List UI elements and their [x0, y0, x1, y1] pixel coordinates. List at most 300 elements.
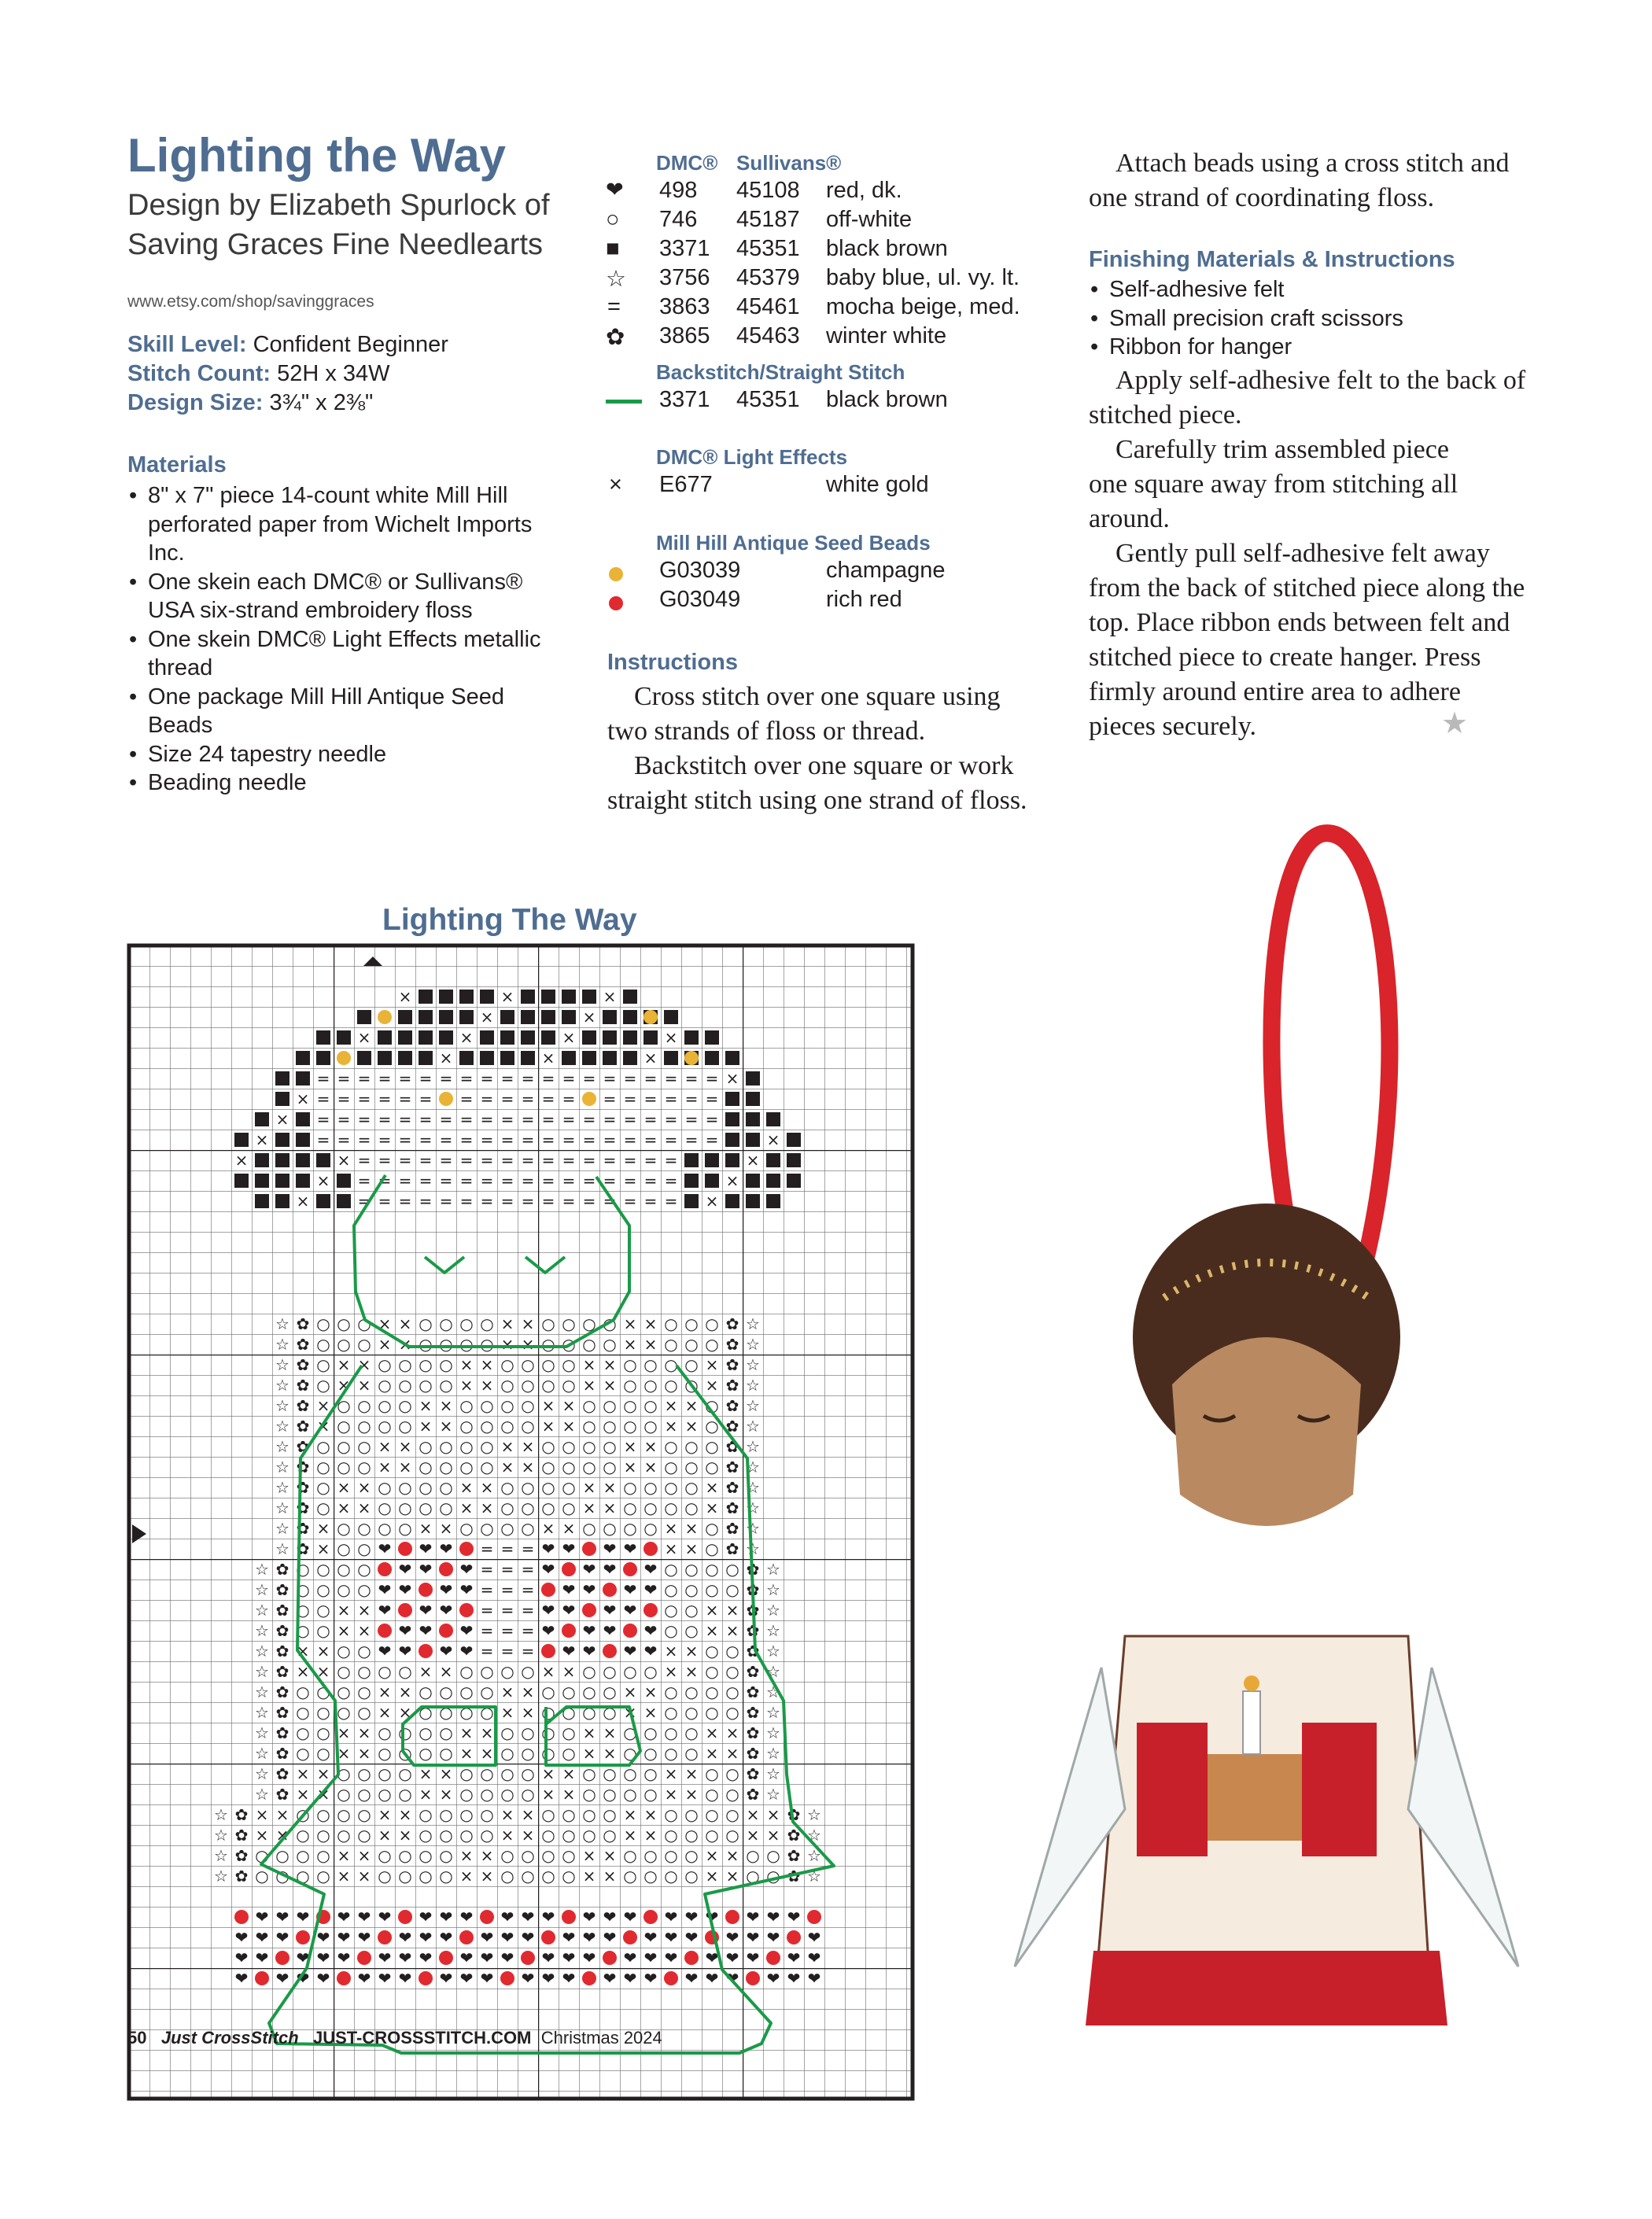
stitch-cell: ❤ [684, 1908, 699, 1926]
stitch-cell: = [623, 1192, 637, 1211]
stitch-cell: ○ [378, 1662, 392, 1681]
stitch-cell: ○ [378, 1723, 392, 1742]
stitch-cell: ○ [316, 1560, 330, 1579]
stitch-cell: × [582, 1376, 596, 1395]
stitch-cell: ○ [684, 1355, 699, 1374]
stitch-cell: × [582, 1355, 596, 1374]
stitch-cell: = [603, 1069, 617, 1088]
stitch-cell: ❤ [603, 1969, 617, 1988]
stitch-cell: ✿ [296, 1355, 310, 1374]
stitch-cell: ○ [419, 1805, 433, 1824]
stitch-cell: ○ [705, 1437, 719, 1456]
stitch-cell: ○ [705, 1683, 719, 1701]
bead-name: rich red [826, 587, 902, 612]
stitch-cell [623, 1624, 637, 1638]
stitch-cell: ❤ [357, 1969, 371, 1988]
list-item: • One package Mill Hill Antique Seed Beads [127, 683, 568, 740]
stitch-cell: = [684, 1089, 699, 1108]
stitch-cell: ○ [378, 1478, 392, 1497]
stitch-cell: × [500, 987, 514, 1006]
stitch-cell: × [562, 1417, 576, 1436]
stitch-cell: × [705, 1478, 719, 1497]
stitch-cell: = [623, 1089, 637, 1108]
stitch-cell: ○ [500, 1662, 514, 1681]
stitch-cell: ❤ [787, 1969, 801, 1988]
stitch-cell: ○ [562, 1867, 576, 1885]
stitch-cell: ○ [521, 1662, 535, 1681]
stitch-cell [316, 1051, 330, 1065]
stitch-cell [459, 1051, 474, 1065]
stitch-cell: × [357, 1355, 371, 1374]
stitch-cell: ❤ [398, 1580, 412, 1599]
stitch-cell: ☆ [255, 1785, 269, 1804]
stitch-cell: ○ [337, 1826, 351, 1845]
list-item: • One skein DMC® Light Effects metallic thread [127, 625, 568, 683]
stitch-cell: = [562, 1171, 576, 1190]
stitch-cell: × [705, 1723, 719, 1742]
stitch-cell: ✿ [296, 1458, 310, 1476]
stitch-cell: × [746, 1805, 760, 1824]
stitch-cell [562, 1910, 576, 1924]
stitch-cell: ❤ [787, 1908, 801, 1926]
stitch-cell: ○ [316, 1805, 330, 1824]
stitch-cell: ○ [439, 1478, 453, 1497]
stitch-cell: ○ [459, 1785, 474, 1804]
stitch-cell: ○ [684, 1498, 699, 1517]
stitch-cell: ○ [562, 1846, 576, 1865]
stitch-cell: × [459, 1723, 474, 1742]
stitch-cell [746, 1092, 760, 1106]
stitch-cell: = [419, 1110, 433, 1129]
stitch-cell: ✿ [725, 1498, 739, 1517]
stitch-cell: ○ [337, 1703, 351, 1722]
stitch-cell [316, 1194, 330, 1208]
stitch-cell: ❤ [419, 1621, 433, 1640]
stitch-cell: = [316, 1089, 330, 1108]
stitch-cell: ☆ [766, 1723, 780, 1742]
finishing-text [1089, 363, 1529, 744]
stitch-cell: ☆ [255, 1764, 269, 1783]
stitch-cell: ○ [705, 1642, 719, 1661]
stitch-cell: × [439, 1417, 453, 1436]
stitch-cell: ○ [316, 1601, 330, 1620]
stitch-cell: ○ [705, 1396, 719, 1415]
stitch-cell: = [521, 1580, 535, 1599]
stitch-cell: × [357, 1601, 371, 1620]
stitch-cell: ○ [684, 1560, 699, 1579]
stitch-cell: ○ [439, 1683, 453, 1701]
stitch-cell [439, 1624, 453, 1638]
stitch-cell: ○ [562, 1805, 576, 1824]
stitch-cell: ○ [664, 1560, 678, 1579]
stitch-cell: ○ [459, 1805, 474, 1824]
stitch-cell: × [766, 1130, 780, 1149]
bead-code: G03039 [659, 558, 741, 583]
stitch-cell: = [357, 1069, 371, 1088]
stitch-cell: ○ [439, 1805, 453, 1824]
stitch-cell: ○ [725, 1785, 739, 1804]
stitch-cell: = [459, 1069, 474, 1088]
stitch-cell: = [521, 1171, 535, 1190]
stitch-cell: ❤ [316, 1948, 330, 1967]
stitch-cell: ○ [603, 1662, 617, 1681]
stitch-cell: = [541, 1130, 555, 1149]
stitch-cell: ○ [521, 1376, 535, 1395]
stitch-cell: × [603, 1376, 617, 1395]
finishing-heading: Finishing Materials & Instructions [1089, 247, 1455, 272]
stitch-cell [337, 1051, 351, 1065]
stitch-cell: ❤ [807, 1928, 821, 1947]
gold-bead-icon [609, 567, 623, 581]
stitch-cell: × [684, 1662, 699, 1681]
stitch-cell [480, 1051, 494, 1065]
stitch-cell [378, 1930, 392, 1944]
stitch-cell: ❤ [664, 1928, 678, 1947]
sullivans-code: 45463 [736, 323, 800, 348]
color-name: black brown [826, 387, 948, 412]
face [1172, 1337, 1361, 1526]
stitch-cell: ☆ [746, 1478, 760, 1497]
stitch-cell: ❤ [623, 1908, 637, 1926]
stitch-cell: ❤ [480, 1948, 494, 1967]
stitch-cell: × [766, 1826, 780, 1845]
stitch-cell: ✿ [787, 1805, 801, 1824]
stitch-cell [787, 1133, 801, 1147]
stitch-cell: = [378, 1130, 392, 1149]
stitch-cell: × [766, 1805, 780, 1824]
stitch-cell: ❤ [562, 1601, 576, 1620]
stitch-cell: ❤ [275, 1928, 289, 1947]
stitch-cell: × [746, 1826, 760, 1845]
stitch-cell: ❤ [378, 1948, 392, 1967]
stitch-cell: ❤ [684, 1928, 699, 1947]
stitch-cell: × [419, 1396, 433, 1415]
ornament-photo [968, 787, 1573, 2061]
stitch-cell [316, 1030, 330, 1045]
stitch-cell: ○ [357, 1662, 371, 1681]
stitch-cell: ○ [459, 1458, 474, 1476]
stitch-cell: ☆ [275, 1417, 289, 1436]
stitch-cell: = [378, 1192, 392, 1211]
stitch-cell: = [705, 1069, 719, 1088]
stitch-cell: ○ [521, 1723, 535, 1742]
stitch-cell: = [378, 1089, 392, 1108]
stitch-cell: ○ [643, 1417, 658, 1436]
stitch-cell: ○ [623, 1417, 637, 1436]
stitch-cell: × [296, 1192, 310, 1211]
stitch-cell: × [705, 1744, 719, 1763]
stitch-cell: ○ [766, 1867, 780, 1885]
stitch-cell: = [480, 1601, 494, 1620]
stitch-cell: = [439, 1110, 453, 1129]
stitch-cell [623, 1010, 637, 1024]
stitch-cell: ○ [459, 1703, 474, 1722]
stitch-cell: ○ [459, 1826, 474, 1845]
stitch-cell: ○ [643, 1396, 658, 1415]
stitch-cell: × [419, 1764, 433, 1783]
stitch-cell: ❤ [439, 1601, 453, 1620]
stitch-cell [500, 1971, 514, 1985]
stitch-cell [255, 1174, 269, 1188]
robe-hem [1086, 1951, 1447, 2025]
stitch-cell: ○ [705, 1826, 719, 1845]
stitch-cell: ○ [357, 1396, 371, 1415]
stitch-cell: ✿ [296, 1437, 310, 1456]
stitch-cell: ✿ [275, 1601, 289, 1620]
magazine-name: Just CrossStitch [160, 2028, 299, 2048]
stitch-cell [419, 1010, 433, 1024]
stitch-cell: ○ [705, 1662, 719, 1681]
stitch-cell: ○ [725, 1826, 739, 1845]
stitch-cell: × [378, 1437, 392, 1456]
stitch-cell: ○ [541, 1867, 555, 1885]
green-line-icon [606, 400, 642, 404]
stitch-cell: ✿ [725, 1376, 739, 1395]
stitch-cell: × [337, 1867, 351, 1885]
stitch-cell: = [500, 1089, 514, 1108]
stitch-cell: ○ [357, 1580, 371, 1599]
stitch-cell: ❤ [603, 1621, 617, 1640]
stitch-cell: = [439, 1151, 453, 1170]
stitch-cell: × [296, 1785, 310, 1804]
stitch-cell [541, 1030, 555, 1045]
stitch-cell: = [398, 1069, 412, 1088]
stitch-cell: ☆ [255, 1703, 269, 1722]
stitch-cell [766, 1951, 780, 1965]
stitch-cell: ○ [419, 1867, 433, 1885]
stitch-cell: ❤ [582, 1580, 596, 1599]
website[interactable]: JUST-CROSSSTITCH.COM [313, 2028, 532, 2048]
stitch-cell: ○ [705, 1314, 719, 1333]
stitch-cell: ✿ [725, 1437, 739, 1456]
stitch-cell: ✿ [746, 1662, 760, 1681]
stitch-cell: ○ [296, 1805, 310, 1824]
stitch-cell: ○ [705, 1703, 719, 1722]
stitch-cell: ○ [316, 1458, 330, 1476]
stitch-cell: ○ [562, 1314, 576, 1333]
stitch-cell: ❤ [766, 1969, 780, 1988]
stitch-cell [275, 1153, 289, 1167]
stitch-cell: ○ [500, 1744, 514, 1763]
stitch-cell: × [459, 1846, 474, 1865]
stitch-cell: ○ [419, 1335, 433, 1354]
stitch-cell: ○ [725, 1560, 739, 1579]
stitch-cell: ❤ [541, 1601, 555, 1620]
stitch-cell: ❤ [459, 1969, 474, 1988]
stitch-cell: × [255, 1826, 269, 1845]
key-head-sullivans: Sullivans® [736, 151, 842, 175]
stitch-cell: × [378, 1805, 392, 1824]
stitch-cell: = [500, 1110, 514, 1129]
stitch-cell: = [684, 1130, 699, 1149]
stitch-cell: = [643, 1171, 658, 1190]
stitch-cell: ☆ [275, 1498, 289, 1517]
stitch-cell: ✿ [787, 1846, 801, 1865]
stitch-cell: ○ [684, 1580, 699, 1599]
stitch-cell: ○ [541, 1683, 555, 1701]
list-item: • 8" x 7" piece 14-count white Mill Hill perforated paper from Wichelt Imports Inc. [127, 481, 568, 568]
stitch-cell: × [705, 1376, 719, 1395]
circle-symbol-icon: ○ [606, 207, 620, 232]
stitch-cell: ○ [480, 1417, 494, 1436]
stitch-cell: × [643, 1683, 658, 1701]
stitch-cell [623, 1030, 637, 1045]
stitch-cell [746, 1174, 760, 1188]
stitch-cell: ○ [582, 1826, 596, 1845]
designer-url[interactable]: www.etsy.com/shop/savinggraces [127, 293, 374, 311]
stitch-cell: × [480, 1867, 494, 1885]
stitch-cell [337, 1194, 351, 1208]
stitch-cell: ❤ [255, 1908, 269, 1926]
stitch-cell: = [316, 1130, 330, 1149]
stitch-cell: ○ [603, 1703, 617, 1722]
stitch-cell [255, 1194, 269, 1208]
stitch-cell [623, 1930, 637, 1944]
stitch-cell: ○ [439, 1826, 453, 1845]
stitch-cell: ○ [316, 1498, 330, 1517]
stitch-cell: ❤ [541, 1948, 555, 1967]
stitch-cell: ❤ [378, 1539, 392, 1558]
stitch-cell: = [480, 1171, 494, 1190]
stitch-cell: × [398, 1314, 412, 1333]
stitch-cell: ✿ [275, 1723, 289, 1742]
stitch-cell: ○ [378, 1867, 392, 1885]
stitch-cell: ○ [296, 1744, 310, 1763]
stitch-cell: × [725, 1069, 739, 1088]
stitch-cell: ○ [603, 1683, 617, 1701]
stitch-cell: × [337, 1846, 351, 1865]
stitch-cell: × [521, 1683, 535, 1701]
stitch-cell: ○ [725, 1580, 739, 1599]
stitch-cell: ○ [623, 1867, 637, 1885]
stitch-cell: × [725, 1846, 739, 1865]
stitch-cell [521, 1951, 535, 1965]
stitch-cell: ○ [623, 1764, 637, 1783]
stitch-cell: ☆ [766, 1642, 780, 1661]
stitch-cell: = [500, 1151, 514, 1170]
stitch-cell: ❤ [562, 1969, 576, 1988]
stitch-cell: ○ [500, 1867, 514, 1885]
stitch-cell: = [480, 1539, 494, 1558]
stitch-cell: ○ [705, 1580, 719, 1599]
stitch-cell: ❤ [623, 1601, 637, 1620]
stitch-cell: ○ [541, 1805, 555, 1824]
stitch-cell [337, 1971, 351, 1985]
stitch-cell: ○ [582, 1396, 596, 1415]
stitch-cell: ○ [357, 1805, 371, 1824]
stitch-cell: × [582, 1744, 596, 1763]
stitch-cell: × [398, 1683, 412, 1701]
stitch-cell: ○ [316, 1335, 330, 1354]
stitch-cell: × [275, 1805, 289, 1824]
stitch-cell: × [562, 1028, 576, 1047]
stitch-cell: ○ [500, 1764, 514, 1783]
stitch-cell: ❤ [378, 1908, 392, 1926]
instructions-p2: Backstitch over one square or work straight stitch using one strand of floss. [607, 751, 1027, 815]
stitch-cell [643, 1603, 658, 1617]
dmc-code: 3371 [659, 387, 710, 412]
stitch-cell: ○ [562, 1683, 576, 1701]
stitch-cell: × [459, 1867, 474, 1885]
stitch-cell: ○ [480, 1826, 494, 1845]
stitch-cell: = [439, 1171, 453, 1190]
sullivans-code: 45108 [736, 178, 800, 203]
stitch-cell [275, 1092, 289, 1106]
stitch-cell: ☆ [807, 1805, 821, 1824]
stitch-cell: ✿ [746, 1744, 760, 1763]
stitch-cell [296, 1071, 310, 1086]
stitch-cell: ❤ [705, 1908, 719, 1926]
stitch-cell: × [500, 1805, 514, 1824]
stitch-cell: × [705, 1355, 719, 1374]
stitch-cell: ○ [500, 1417, 514, 1436]
stitch-cell: × [398, 1703, 412, 1722]
stitch-cell: = [357, 1110, 371, 1129]
stitch-cell: ○ [398, 1396, 412, 1415]
stitch-cell: ☆ [214, 1805, 228, 1824]
stitch-cell: × [275, 1110, 289, 1129]
stitch-cell: × [398, 987, 412, 1006]
stitch-cell: × [643, 1314, 658, 1333]
stitch-cell: × [398, 1826, 412, 1845]
stitch-cell: ○ [521, 1417, 535, 1436]
stitch-cell: ○ [664, 1621, 678, 1640]
stitch-cell: ○ [459, 1335, 474, 1354]
stitch-cell: ❤ [480, 1928, 494, 1947]
stitch-cell: ○ [582, 1437, 596, 1456]
stitch-cell: ○ [684, 1846, 699, 1865]
stitch-cell: ○ [316, 1826, 330, 1845]
stitch-cell: ☆ [255, 1601, 269, 1620]
stitch-cell [439, 1030, 453, 1045]
stitch-cell: ☆ [807, 1826, 821, 1845]
stitch-cell: = [439, 1192, 453, 1211]
stitch-cell: ○ [316, 1846, 330, 1865]
stitch-cell: ○ [582, 1805, 596, 1824]
stitch-cell: ○ [705, 1458, 719, 1476]
stitch-cell: ○ [562, 1355, 576, 1374]
stitch-cell: × [684, 1642, 699, 1661]
stitch-cell: ❤ [766, 1908, 780, 1926]
stitch-cell [480, 1030, 494, 1045]
stitch-cell: ❤ [234, 1948, 249, 1967]
stitch-cell: ❤ [705, 1969, 719, 1988]
stitch-cell: ☆ [746, 1417, 760, 1436]
dmc-code: E677 [659, 472, 713, 497]
stitch-cell: × [357, 1478, 371, 1497]
stitch-cell: ○ [419, 1376, 433, 1395]
stitch-cell: × [419, 1662, 433, 1681]
stitch-cell: = [603, 1171, 617, 1190]
stitch-cell: ✿ [296, 1314, 310, 1333]
stitch-cell: × [623, 1437, 637, 1456]
stitch-cell: ○ [521, 1785, 535, 1804]
stitch-cell: ○ [562, 1437, 576, 1456]
stitch-cell: = [643, 1151, 658, 1170]
stitch-cell: ○ [705, 1560, 719, 1579]
stitch-cell: ☆ [746, 1355, 760, 1374]
stitch-cell: ○ [500, 1376, 514, 1395]
stitch-cell: ✿ [275, 1764, 289, 1783]
stitch-cell [684, 1153, 699, 1167]
stitch-cell: ○ [439, 1314, 453, 1333]
stitch-cell [582, 1092, 596, 1106]
stitch-cell: ❤ [643, 1560, 658, 1579]
stitch-cell [521, 1030, 535, 1045]
stitch-cell: ○ [664, 1601, 678, 1620]
stitch-cell: ○ [603, 1396, 617, 1415]
stitch-cell: ○ [603, 1417, 617, 1436]
